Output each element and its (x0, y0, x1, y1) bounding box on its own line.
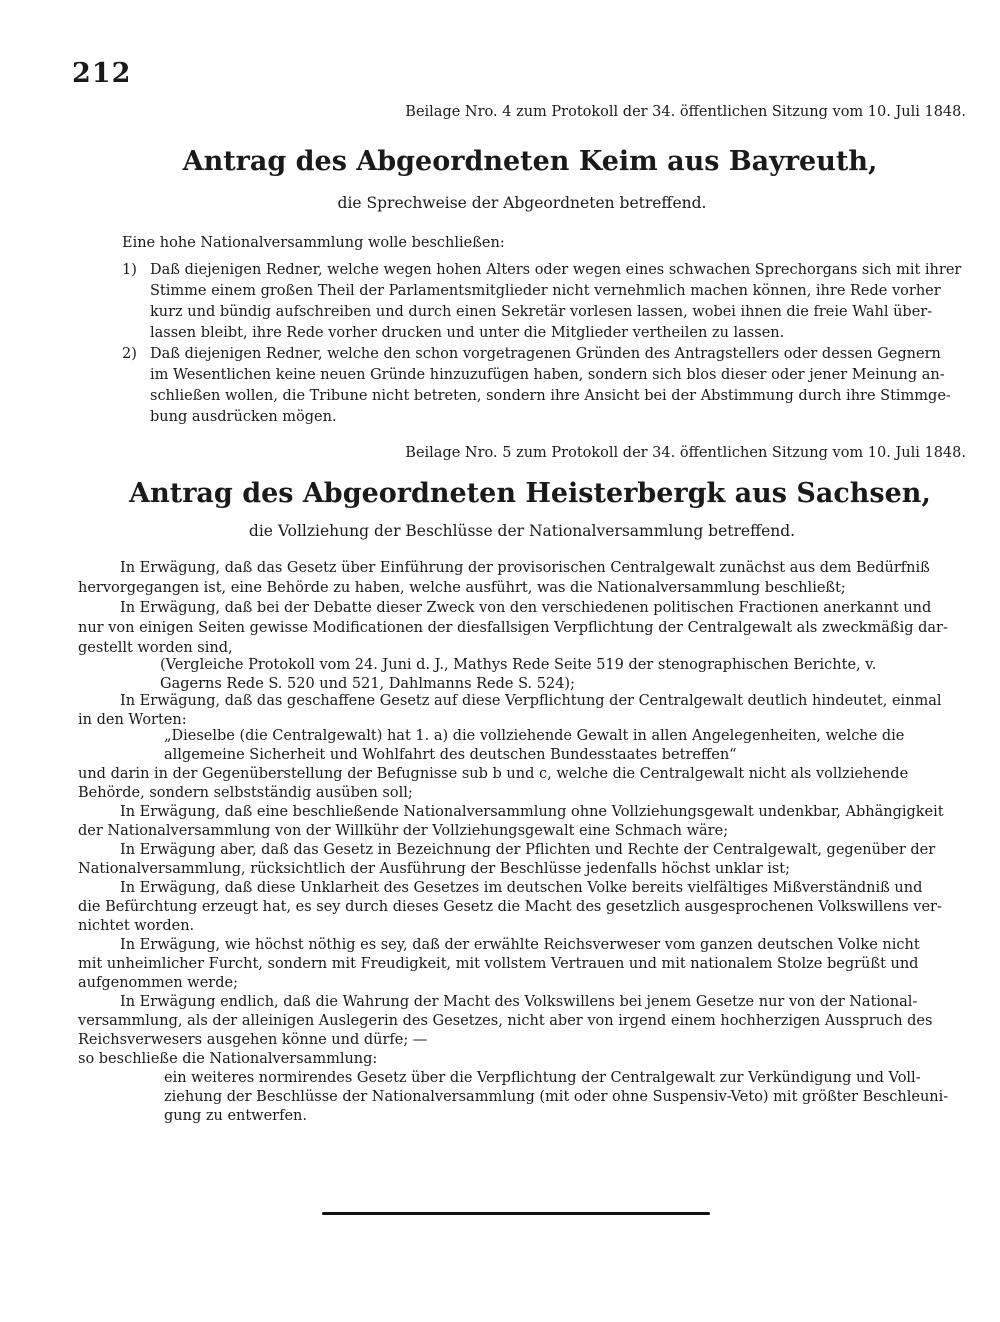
body-line: Nationalversammlung, rücksichtlich der Ausführung der Beschlüsse jedenfalls höchst unklar ist; (78, 861, 791, 877)
body-line: versammlung, als der alleinigen Auslegerin des Gesetzes, nicht aber von irgend einem hochherzigen Ausspruch des (78, 1013, 933, 1029)
motion-subtitle-heisterbergk: die Vollziehung der Beschlüsse der Nationalversammlung betreffend. (248, 522, 796, 540)
body-line: so beschließe die Nationalversammlung: (78, 1051, 378, 1067)
motion-subtitle-keim: die Sprechweise der Abgeordneten betreffend. (337, 194, 707, 212)
body-line: nichtet worden. (78, 918, 195, 934)
body-line: mit unheimlicher Furcht, sondern mit Freudigkeit, mit vollstem Vertrauen und mit nationalem Stolze begrüßt und (78, 956, 919, 972)
quote-line: allgemeine Sicherheit und Wohlfahrt des deutschen Bundesstaates betreffen“ (164, 747, 737, 763)
body-line: In Erwägung, wie höchst nöthig es sey, daß der erwählte Reichsverweser vom ganzen deutschen Volke nicht (120, 937, 920, 953)
quote-line: „Dieselbe (die Centralgewalt) hat 1. a) die vollziehende Gewalt in allen Angelegenheiten, welche die (164, 728, 905, 744)
body-line: In Erwägung, daß eine beschließende Nationalversammlung ohne Vollziehungsgewalt undenkbar, Abhängigkeit (120, 804, 944, 820)
motion-intro: Eine hohe Nationalversammlung wolle beschließen: (122, 235, 505, 251)
motion-title-keim: Antrag des Abgeordneten Keim aus Bayreuth, (182, 146, 878, 177)
resolution-line: ein weiteres normirendes Gesetz über die Verpflichtung der Centralgewalt zur Verkündigung und Voll- (164, 1070, 921, 1086)
item1-line: Stimme einem großen Theil der Parlamentsmitglieder nicht vernehmlich machen können, ihre Rede vorher (150, 283, 941, 299)
resolution-line: ziehung der Beschlüsse der Nationalversammlung (mit oder ohne Suspensiv-Veto) mit größter Beschleuni- (164, 1089, 949, 1105)
body-line: hervorgegangen ist, eine Behörde zu haben, welche ausführt, was die Nationalversammlung beschließt; (78, 580, 846, 596)
body-line: in den Worten: (78, 712, 187, 728)
body-line: In Erwägung, daß das Gesetz über Einführung der provisorischen Centralgewalt zunächst aus dem Bedürfniß (120, 560, 930, 576)
motion-title-heisterbergk: Antrag des Abgeordneten Heisterbergk aus Sachsen, (129, 478, 931, 509)
beilage-heading-4: Beilage Nro. 4 zum Protokoll der 34. öffentlichen Sitzung vom 10. Juli 1848. (405, 104, 966, 120)
body-line: In Erwägung endlich, daß die Wahrung der Macht des Volkswillens bei jenem Gesetze nur von der National- (120, 994, 918, 1010)
item1-line: kurz und bündig aufschreiben und durch einen Sekretär vorlesen lassen, wobei ihnen die freie Wahl über- (150, 304, 933, 320)
body-line: Gagerns Rede S. 520 und 521, Dahlmanns Rede S. 524); (160, 676, 575, 692)
item-number-1: 1) (122, 262, 137, 278)
item-number-2: 2) (122, 346, 137, 362)
body-line: der Nationalversammlung von der Willkühr der Vollziehungsgewalt eine Schmach wäre; (78, 823, 729, 839)
body-line: In Erwägung aber, daß das Gesetz in Bezeichnung der Pflichten und Rechte der Centralgewalt, gegenüber der (120, 842, 936, 858)
body-line: In Erwägung, daß diese Unklarheit des Gesetzes im deutschen Volke bereits vielfältiges Mißverständniß und (120, 880, 923, 896)
body-line: die Befürchtung erzeugt hat, es sey durch dieses Gesetz die Macht des gesetzlich ausgesprochenen Volkswillens ver- (78, 899, 942, 915)
body-line: Behörde, sondern selbstständig ausüben soll; (78, 785, 413, 801)
body-line: In Erwägung, daß bei der Debatte dieser Zweck von den verschiedenen politischen Fractionen anerkannt und (120, 600, 932, 616)
body-line: nur von einigen Seiten gewisse Modificationen der diesfallsigen Verpflichtung der Centralgewalt als zweckmäßig dar- (78, 620, 948, 636)
closing-rule (322, 1212, 710, 1215)
body-line: gestellt worden sind, (78, 640, 233, 656)
item2-line: schließen wollen, die Tribune nicht betreten, sondern ihre Ansicht bei der Abstimmung durch ihre Stimmge- (150, 388, 951, 404)
body-line: Reichsverwesers ausgehen könne und dürfe; — (78, 1032, 428, 1048)
page-number: 212 (72, 58, 132, 89)
beilage-heading-5: Beilage Nro. 5 zum Protokoll der 34. öffentlichen Sitzung vom 10. Juli 1848. (405, 445, 966, 461)
item2-line: Daß diejenigen Redner, welche den schon vorgetragenen Gründen des Antragstellers oder dessen Gegnern (150, 346, 941, 362)
resolution-line: gung zu entwerfen. (164, 1108, 308, 1124)
body-line: und darin in der Gegenüberstellung der Befugnisse sub b und c, welche die Centralgewalt nicht als vollziehende (78, 766, 909, 782)
item2-line: bung ausdrücken mögen. (150, 409, 337, 425)
item1-line: lassen bleibt, ihre Rede vorher drucken und unter die Mitglieder vertheilen zu lassen. (150, 325, 785, 341)
body-line: In Erwägung, daß das geschaffene Gesetz auf diese Verpflichtung der Centralgewalt deutlich hindeutet, einmal (120, 693, 942, 709)
body-line: (Vergleiche Protokoll vom 24. Juni d. J., Mathys Rede Seite 519 der stenographischen Berichte, v. (160, 657, 877, 673)
item1-line: Daß diejenigen Redner, welche wegen hohen Alters oder wegen eines schwachen Sprechorgans sich mit ihrer (150, 262, 962, 278)
item2-line: im Wesentlichen keine neuen Gründe hinzuzufügen haben, sondern sich blos dieser oder jener Meinung an- (150, 367, 945, 383)
body-line: aufgenommen werde; (78, 975, 238, 991)
